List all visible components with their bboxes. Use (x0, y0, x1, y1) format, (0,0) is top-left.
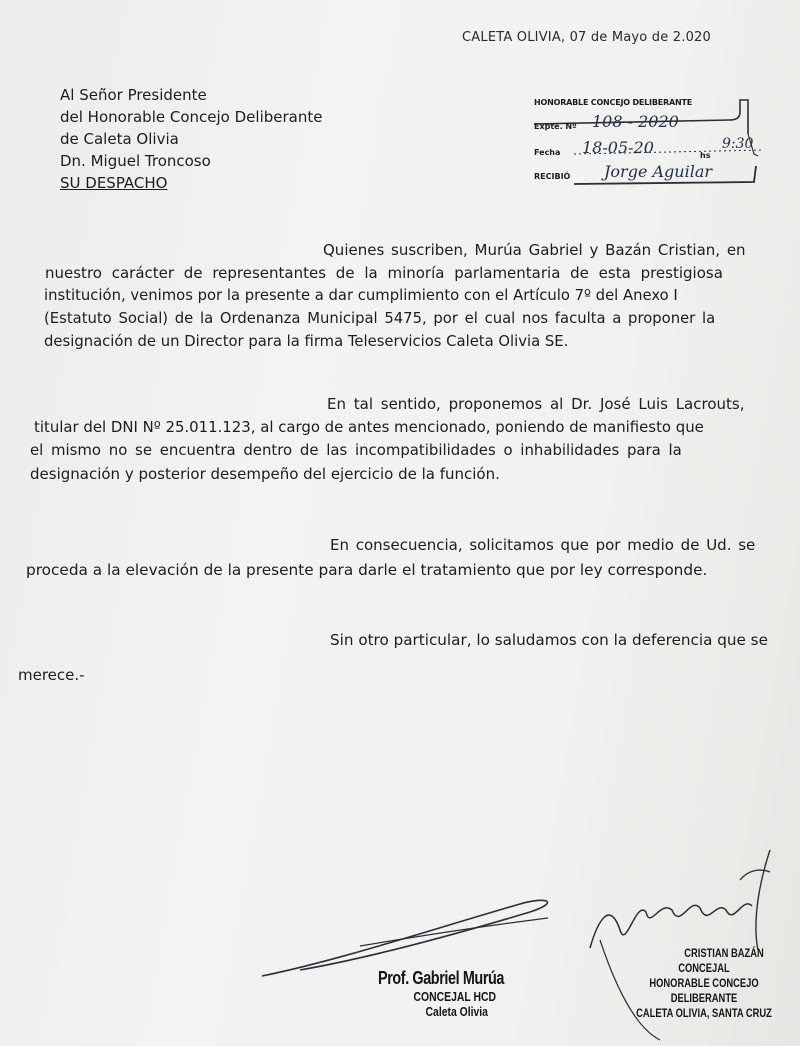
stamp-recibio-label: RECIBIÓ (534, 172, 571, 181)
signature-block-bazan (608, 946, 800, 1021)
signature-block-murua (378, 968, 536, 1019)
stamp-expte-label: Expte. Nº (534, 122, 577, 131)
paragraph-line: nuestro carácter de representantes de la minoría parlamentaria de esta prestigiosa (45, 264, 723, 282)
paragraph-line: Quienes suscriben, Murúa Gabriel y Bazán Cristian, en (323, 241, 746, 259)
paragraph-line: el mismo no se encuentra dentro de las incompatibilidades o inhabilidades para la (30, 441, 682, 459)
stamp-title: HONORABLE CONCEJO DELIBERANTE (534, 98, 692, 107)
paragraph-line: designación de un Director para la firma Teleservicios Caleta Olivia SE. (44, 333, 569, 350)
addressee-line: de Caleta Olivia (60, 130, 179, 148)
addressee-line: Al Señor Presidente (60, 86, 207, 104)
signer-name: CRISTIAN BAZÁN (684, 946, 764, 960)
stamp-fecha-label: Fecha (534, 148, 561, 157)
signer-name: Prof. Gabriel Murúa (378, 968, 505, 988)
stamp-hora-value: 9:30 (722, 136, 754, 152)
paragraph-line: merece.- (18, 666, 85, 684)
paragraph-line: proceda a la elevación de la presente para darle el tratamiento que por ley corresponde. (26, 561, 708, 579)
stamp-expte-value: 108 - 2020 (592, 112, 679, 131)
paragraph-line: designación y posterior desempeño del ejercicio de la función. (30, 465, 500, 483)
paragraph-line: institución, venimos por la presente a dar cumplimiento con el Artículo 7º del Anexo I (44, 287, 678, 304)
signer-org: HONORABLE CONCEJO DELIBERANTE (649, 976, 759, 1005)
addressee-line: del Honorable Concejo Deliberante (60, 108, 323, 126)
signer-title: CONCEJAL HCD (413, 989, 496, 1004)
stamp-hora-label: hs (700, 151, 711, 160)
stamp-fecha-value: 18-05-20 (582, 138, 654, 157)
paragraph-line: (Estatuto Social) de la Ordenanza Municipal 5475, por el cual nos faculta a proponer la (44, 310, 716, 327)
signer-place: Caleta Olivia (425, 1004, 488, 1019)
signer-place: CALETA OLIVIA, SANTA CRUZ (636, 1006, 772, 1020)
su-despacho: SU DESPACHO (60, 174, 168, 192)
addressee-line: Dn. Miguel Troncoso (60, 152, 211, 170)
signer-title: CONCEJAL (678, 961, 730, 975)
paragraph-line: En tal sentido, proponemos al Dr. José Luis Lacrouts, (327, 395, 745, 413)
paragraph-line: titular del DNI Nº 25.011.123, al cargo de antes mencionado, poniendo de manifiesto que (34, 418, 704, 436)
stamp-recibio-value: Jorge Aguilar (604, 162, 713, 181)
paragraph-line: En consecuencia, solicitamos que por medio de Ud. se (330, 536, 756, 554)
date-line: CALETA OLIVIA, 07 de Mayo de 2.020 (462, 30, 711, 45)
paragraph-line: Sin otro particular, lo saludamos con la deferencia que se (330, 631, 768, 649)
